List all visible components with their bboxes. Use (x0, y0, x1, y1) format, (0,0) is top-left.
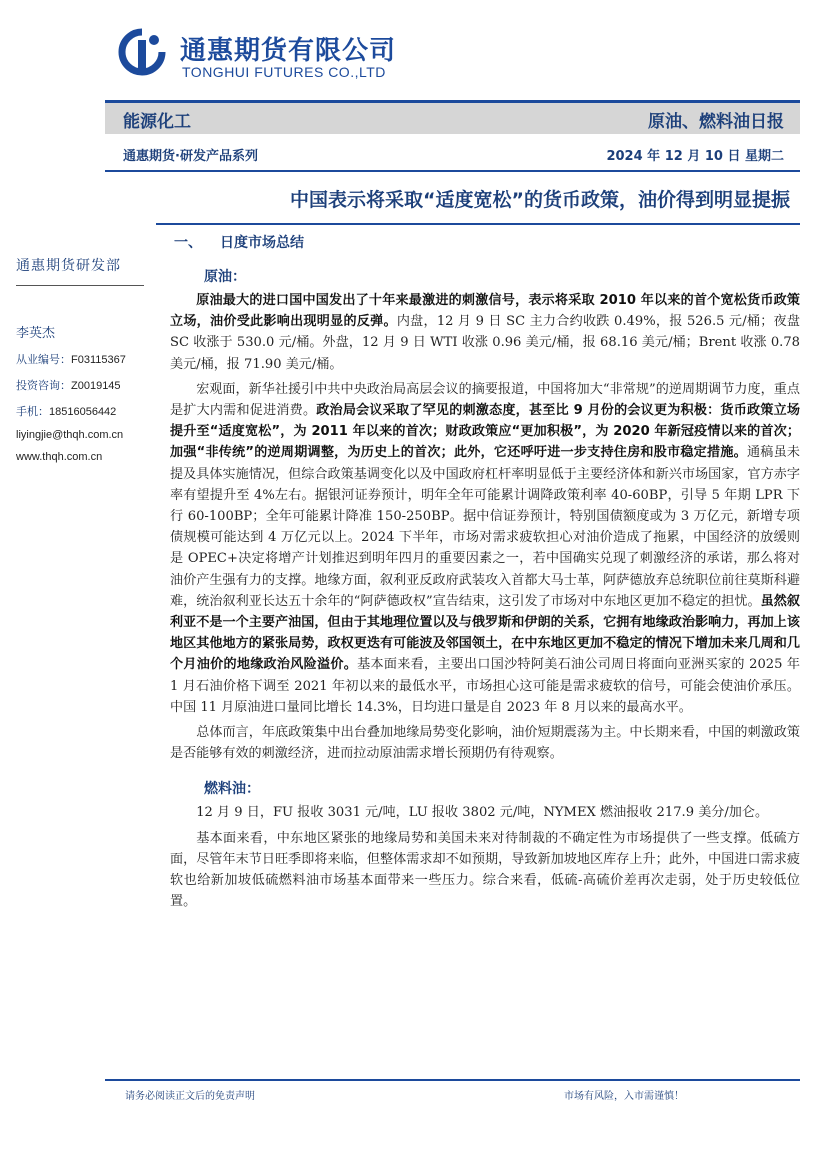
fuel-oil-heading: 燃料油： (204, 781, 260, 798)
report-body (170, 232, 800, 912)
qualification-number: 从业编号：F03115367 (16, 353, 126, 366)
company-logo-icon (116, 28, 168, 76)
department-name: 通惠期货研发部 (16, 255, 144, 286)
report-type: 原油、燃料油日报 (648, 112, 784, 132)
analyst-name: 李英杰 (16, 326, 56, 341)
fuel-paragraph-2: 基本面来看，中东地区紧张的地缘局势和美国未来对待制裁的不确定性为市场提供了一些支撑。低硫方面，尽管年末节日旺季即将来临，但整体需求却不如预期，导致新加坡地区库存上升；此外，中国进口需求疲软也给新加坡低硫燃料油市场基本面带来一些压力。综合来看，低硫-高硫价差再次走弱，处于历史较低位置。 (170, 830, 800, 910)
crude-paragraph-2: 宏观面，新华社援引中共中央政治局高层会议的摘要报道，中国将加大“非常规”的逆周期调节力度，重点是扩大内需和促进消费。政治局会议采取了罕见的刺激态度，甚至比 9 月份的会议更为积极：货币政策立场提升至“适度宽松”，为 2011 年以来的首次；财政政策应“更加积极”，为 2020 年新冠疫情以来的首次；加强“非传统”的逆周期调整，为历史上的首次；此外，它还呼吁进一步支持住房和股市稳定措施。通稿虽未提及具体实施情况，但综合政策基调变化以及中国政府杠杆率明显低于主要经济体和新兴市场国家，官方赤字率有望提升至 4%左右。据银河证券预计，明年全年可能累计调降政策利率 40-60BP，引导 5 年期 LPR 下行 60-100BP；全年可能累计降准 150-250BP。据中信证券预计，特别国债额度或为 3 万亿元，新增专项债规模可能达到 4 万亿元以上。2024 下半年，市场对需求疲软担心对油价造成了拖累，中国经济的放缓则是 OPEC+决定将增产计划推迟到明年四月的重要因素之一，若中国确实兑现了刺激经济的承诺，那么将对油价产生强有力的支撑。地缘方面，叙利亚反政府武装攻入首都大马士革，阿萨德放弃总统职位前往莫斯科避难，统治叙利亚长达五十余年的“阿萨德政权”宣告结束，这引发了市场对中东地区更加不稳定的担忧。虽然叙利亚不是一个主要产油国，但由于其地理位置以及与俄罗斯和伊朗的关系，它拥有地缘政治影响力，再加上该地区其他地方的紧张局势，政权更迭有可能波及邻国领土，在中东地区更加不稳定的情况下增加未来几周和几个月油价的地缘政治风险溢价。基本面来看，主要出口国沙特阿美石油公司周日将面向亚洲买家的 2025 年 1 月石油价格下调至 2021 年初以来的最低水平，市场担心这可能是需求疲软的信号，可能会使油价承压。中国 11 月原油进口量同比增长 14.3%，日均进口量是自 2023 年 8 月以来的最高水平。 (170, 381, 801, 715)
risk-warning: 市场有风险，入市需谨慎！ (564, 1091, 684, 1102)
fuel-paragraph-1: 12 月 9 日，FU 报收 3031 元/吨，LU 报收 3802 元/吨，NYMEX 燃油报收 217.9 美分/加仑。 (196, 805, 769, 821)
footer-divider (105, 1079, 800, 1081)
report-category: 能源化工 (123, 112, 191, 132)
report-date: 2024 年 12 月 10 日 星期二 (606, 149, 784, 164)
phone-number: 手机：18516056442 (16, 405, 117, 418)
website-link[interactable]: www.thqh.com.cn (16, 451, 103, 463)
report-series: 通惠期货·研发产品系列 (123, 149, 258, 164)
report-subheader-bar (105, 136, 800, 172)
consulting-number: 投资咨询：Z0019145 (16, 379, 121, 392)
company-name-en: TONGHUI FUTURES CO.,LTD (182, 64, 386, 80)
crude-paragraph-3: 总体而言，年底政策集中出台叠加地缘局势变化影响，油价短期震荡为主。中长期来看，中国的刺激政策是否能够有效的刺激经济，进而拉动原油需求增长预期仍有待观察。 (170, 725, 800, 762)
analyst-sidebar (16, 255, 156, 463)
disclaimer-notice: 请务必阅读正文后的免责声明 (125, 1091, 255, 1102)
crude-paragraph-1: 原油最大的进口国中国发出了十年来最激进的刺激信号，表示将采取 2010 年以来的首个宽松货币政策立场，油价受此影响出现明显的反弹。内盘，12 月 9 日 SC 主力合约收跌 0.49%，报 526.5 元/桶；夜盘 SC 收涨于 530.0 元/桶。外盘，12 月 9 日 WTI 收涨 0.96 美元/桶，报 68.16 美元/桶；Brent 收涨 0.78 美元/桶，报 71.90 美元/桶。 (170, 293, 800, 372)
headline-divider (156, 223, 800, 225)
crude-oil-heading: 原油： (204, 269, 246, 285)
section-heading: 一、 日度市场总结 (174, 235, 304, 251)
report-headline: 中国表示将采取“适度宽松”的货币政策，油价得到明显提振 (290, 189, 790, 211)
report-header-bar (105, 100, 800, 134)
company-name-cn: 通惠期货有限公司 (180, 36, 397, 66)
email-address[interactable]: liyingjie@thqh.com.cn (16, 429, 124, 441)
